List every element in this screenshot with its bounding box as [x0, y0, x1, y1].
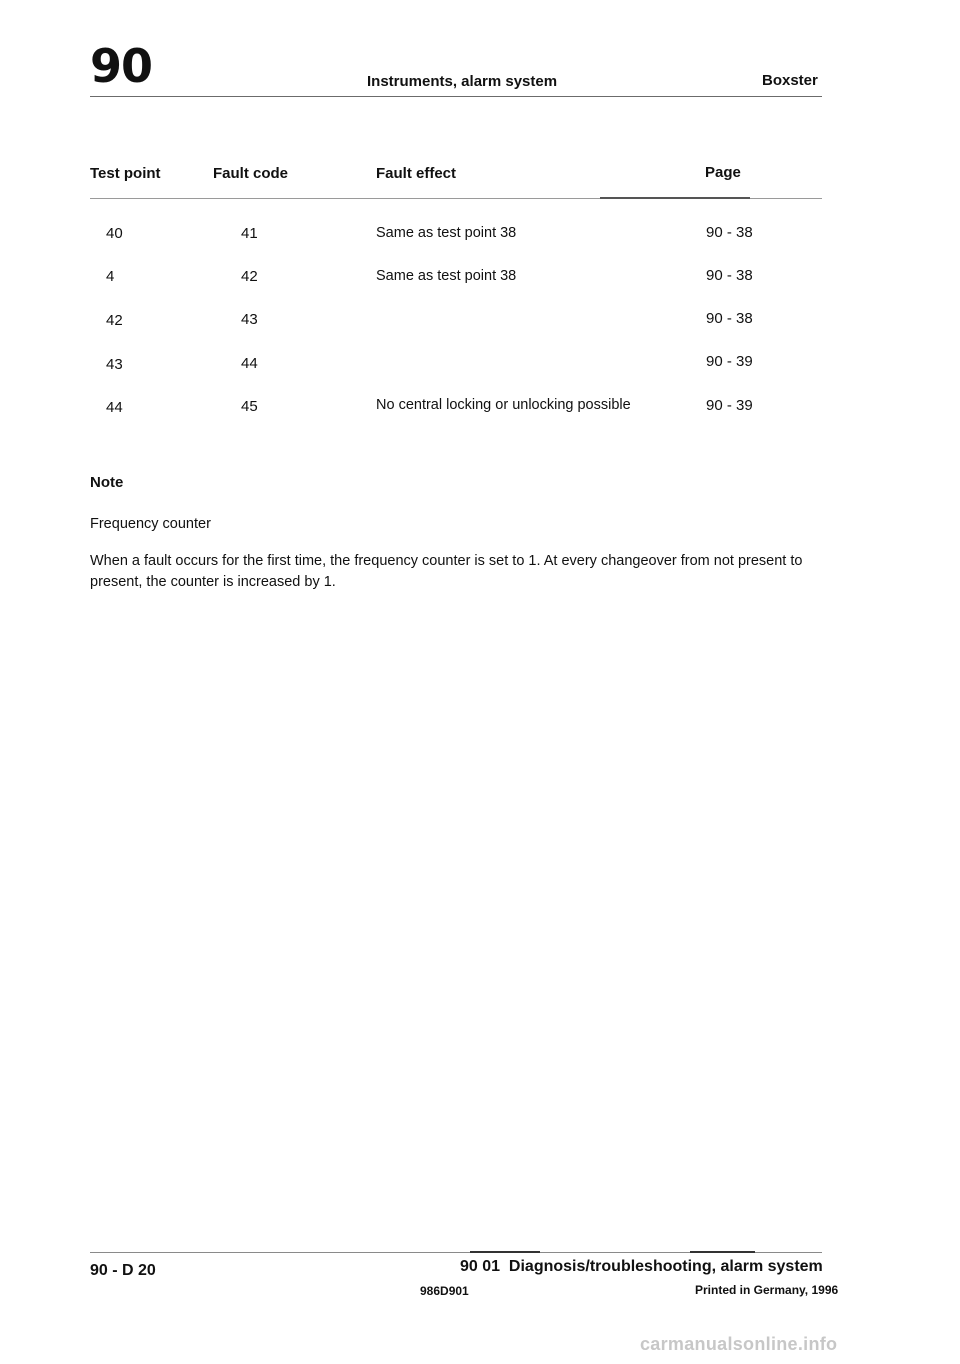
cell-test-point: 44 [106, 399, 123, 416]
cell-fault-effect: Same as test point 38 [376, 268, 517, 284]
note-heading: Note [90, 474, 124, 491]
cell-page: 90 - 39 [706, 397, 753, 414]
watermark: carmanualsonline.info [640, 1334, 838, 1354]
cell-test-point: 40 [106, 225, 123, 242]
footer-divider-accent [690, 1251, 755, 1253]
note-body: When a fault occurs for the first time, the frequency counter is set to 1. At every changeover from not present to present, the counter is increased by 1. [90, 553, 803, 590]
footer-printed-info: Printed in Germany, 1996 [695, 1283, 839, 1297]
column-header-page: Page [705, 164, 741, 181]
cell-page: 90 - 38 [706, 224, 753, 241]
cell-fault-effect: No central locking or unlocking possible [376, 397, 631, 413]
footer-doc-code: 986D901 [420, 1284, 469, 1298]
column-header-fault-effect: Fault effect [376, 165, 457, 182]
column-header-fault-code: Fault code [213, 165, 289, 182]
footer-page-number: 90 - D 20 [90, 1262, 156, 1279]
cell-fault-code: 45 [241, 398, 258, 415]
cell-page: 90 - 38 [706, 310, 753, 327]
cell-test-point: 4 [106, 268, 115, 285]
cell-fault-code: 41 [241, 225, 258, 242]
cell-fault-code: 42 [241, 268, 258, 285]
table-header-divider-accent [600, 197, 750, 199]
cell-test-point: 43 [106, 356, 123, 373]
cell-page: 90 - 38 [706, 267, 753, 284]
header-model: Boxster [762, 72, 818, 89]
footer-divider-accent [470, 1251, 540, 1253]
cell-test-point: 42 [106, 312, 123, 329]
column-header-test-point: Test point [90, 165, 161, 182]
footer-section-title: 90 01 Diagnosis/troubleshooting, alarm system [460, 1258, 823, 1275]
cell-page: 90 - 39 [706, 353, 753, 370]
header-title: Instruments, alarm system [367, 73, 558, 90]
cell-fault-code: 43 [241, 311, 258, 328]
cell-fault-effect: Same as test point 38 [376, 225, 517, 241]
cell-fault-code: 44 [241, 355, 258, 372]
header-divider [90, 96, 822, 97]
note-subheading: Frequency counter [90, 516, 211, 532]
chapter-number: 90 [90, 39, 153, 93]
